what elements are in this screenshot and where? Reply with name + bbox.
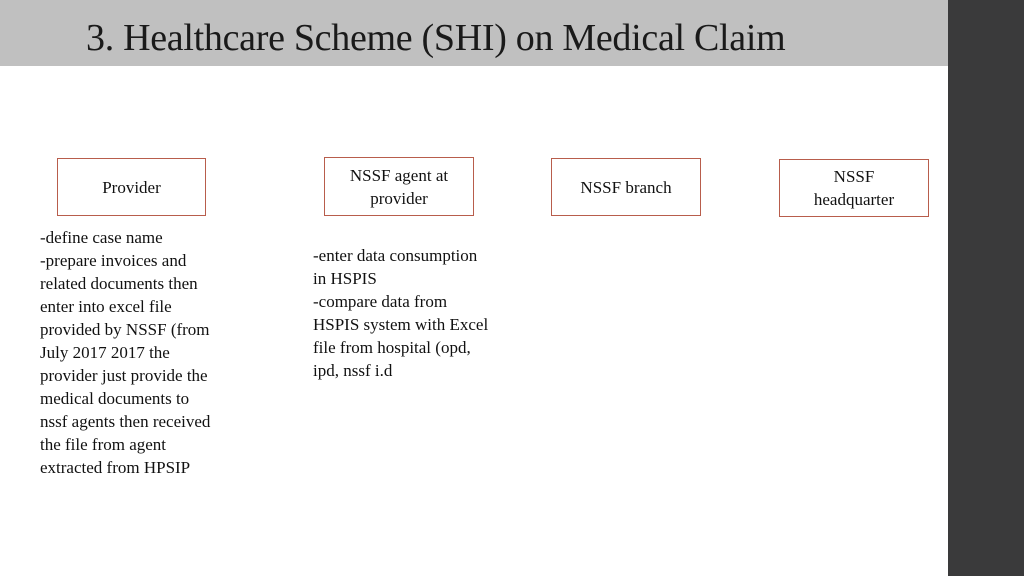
nssf-headquarter-box-label: NSSF headquarter <box>813 167 895 209</box>
provider-box <box>57 158 206 216</box>
title-bar <box>0 0 948 66</box>
provider-box-label: Provider <box>102 177 161 197</box>
provider-notes: -define case name -prepare invoices and related documents then enter into excel file provided by NSSF (from July 2017 2017 the provider just provide the medical documents to nssf agents then received the file from agent extracted from HPSIP <box>40 228 211 477</box>
nssf-agent-box <box>324 157 474 216</box>
slide-title: 3. Healthcare Scheme (SHI) on Medical Claim <box>86 17 786 59</box>
side-panel <box>948 0 1024 576</box>
nssf-agent-notes: -enter data consumption in HSPIS -compare data from HSPIS system with Excel file from hospital (opd, ipd, nssf i.d <box>313 246 489 380</box>
nssf-branch-box-label: NSSF branch <box>580 177 672 197</box>
nssf-agent-box-label: NSSF agent at provider <box>349 165 449 208</box>
nssf-headquarter-box <box>779 159 929 217</box>
nssf-branch-box <box>551 158 701 216</box>
